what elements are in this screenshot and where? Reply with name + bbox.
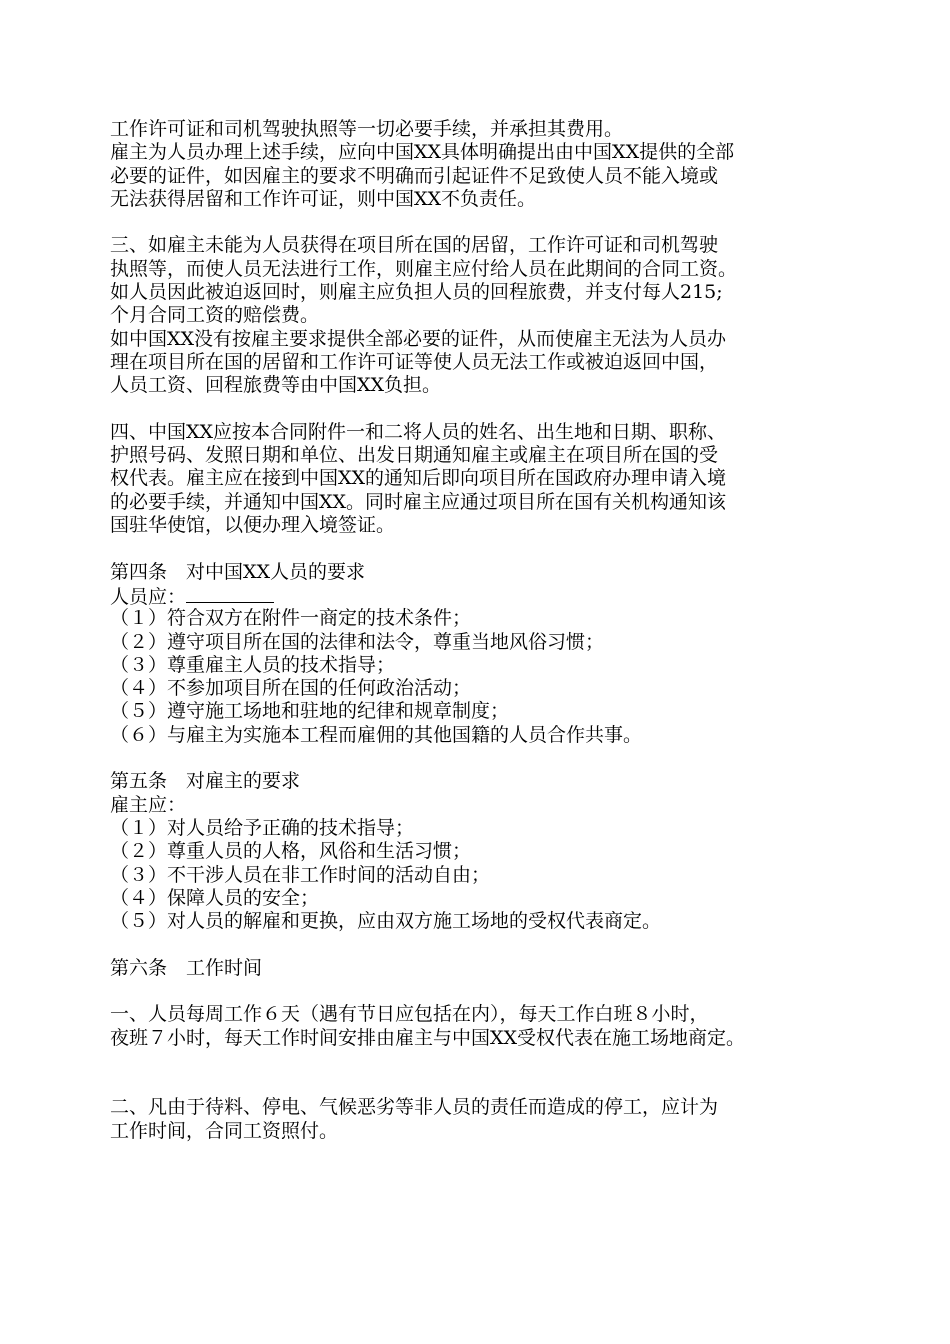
text-line: 必要的证件，如因雇主的要求不明确而引起证件不足致使人员不能入境或 [110, 164, 719, 187]
list-item: （２）遵守项目所在国的法律和法令，尊重当地风俗习惯； [110, 630, 605, 653]
text-line: 的必要手续，并通知中国XX。同时雇主应通过项目所在国有关机构通知该 [110, 490, 727, 513]
spacer [110, 211, 870, 234]
text-line: 四、中国XX应按本合同附件一和二将人员的姓名、出生地和日期、职称、 [110, 420, 727, 443]
list-item: （１）符合双方在附件一商定的技术条件； [110, 607, 472, 630]
spacer [110, 398, 870, 421]
text-line: 理在项目所在国的居留和工作许可证等使人员无法工作或被迫返回中国， [110, 350, 719, 373]
text-line: 夜班７小时，每天工作时间安排由雇主与中国XX受权代表在施工场地商定。 [110, 1026, 746, 1049]
list-item: （２）尊重人员的人格，风俗和生活习惯； [110, 840, 472, 863]
list-item: （３）尊重雇主人员的技术指导； [110, 653, 396, 676]
text-line: 人员工资、回程旅费等由中国XX负担。 [110, 374, 442, 397]
text-line: 三、如雇主未能为人员获得在项目所在国的居留，工作许可证和司机驾驶 [110, 234, 719, 257]
spacer [110, 747, 870, 770]
list-item: （４）保障人员的安全； [110, 886, 320, 909]
spacer [110, 537, 870, 560]
article-title: 第五条 对雇主的要求 [110, 770, 301, 793]
blank-underline [186, 584, 274, 603]
list-item: （６）与雇主为实施本工程而雇佣的其他国籍的人员合作共事。 [110, 723, 643, 746]
article-six [110, 957, 870, 1143]
text-line: 如中国XX没有按雇主要求提供全部必要的证件，从而使雇主无法为人员办 [110, 327, 727, 350]
document-page [110, 118, 870, 1143]
article-lead: 人员应： [110, 585, 187, 608]
article-four [110, 561, 870, 747]
paragraph-permits [110, 118, 870, 211]
text-line: 国驻华使馆，以便办理入境签证。 [110, 514, 396, 537]
spacer [110, 980, 870, 1003]
spacer [110, 933, 870, 956]
text-line: 执照等，而使人员无法进行工作，则雇主应付给人员在此期间的合同工资。 [110, 257, 738, 280]
article-five [110, 770, 870, 933]
text-line: 个月合同工资的赔偿费。 [110, 304, 320, 327]
text-line: 二、凡由于待料、停电、气候恶劣等非人员的责任而造成的停工，应计为 [110, 1096, 719, 1119]
text-line: 权代表。雇主应在接到中国XX的通知后即向项目所在国政府办理申请入境 [110, 467, 727, 490]
text-line: 工作许可证和司机驾驶执照等一切必要手续，并承担其费用。 [110, 118, 624, 140]
list-item: （５）对人员的解雇和更换，应由双方施工场地的受权代表商定。 [110, 910, 662, 933]
text-line: 如人员因此被迫返回时，则雇主应负担人员的回程旅费，并支付每人215; [110, 281, 723, 304]
text-line: 工作时间，合同工资照付。 [110, 1119, 339, 1142]
list-item: （３）不干涉人员在非工作时间的活动自由； [110, 863, 491, 886]
article-lead: 雇主应： [110, 793, 187, 816]
text-line: 一、人员每周工作６天（遇有节日应包括在内），每天工作白班８小时， [110, 1003, 709, 1026]
list-item: （１）对人员给予正确的技术指导； [110, 816, 415, 839]
paragraph-section-three [110, 234, 870, 397]
paragraph-section-four [110, 421, 870, 537]
list-item: （４）不参加项目所在国的任何政治活动； [110, 677, 472, 700]
text-line: 护照号码、发照日期和单位、出发日期通知雇主或雇主在项目所在国的受 [110, 444, 719, 467]
text-line: 雇主为人员办理上述手续，应向中国XX具体明确提出由中国XX提供的全部 [110, 141, 735, 164]
article-title: 第四条 对中国XX人员的要求 [110, 560, 366, 583]
list-item: （５）遵守施工场地和驻地的纪律和规章制度； [110, 700, 510, 723]
article-lead-line [110, 584, 870, 607]
spacer [110, 1050, 870, 1097]
article-title: 第六条 工作时间 [110, 956, 263, 979]
text-line: 无法获得居留和工作许可证，则中国XX不负责任。 [110, 187, 537, 210]
